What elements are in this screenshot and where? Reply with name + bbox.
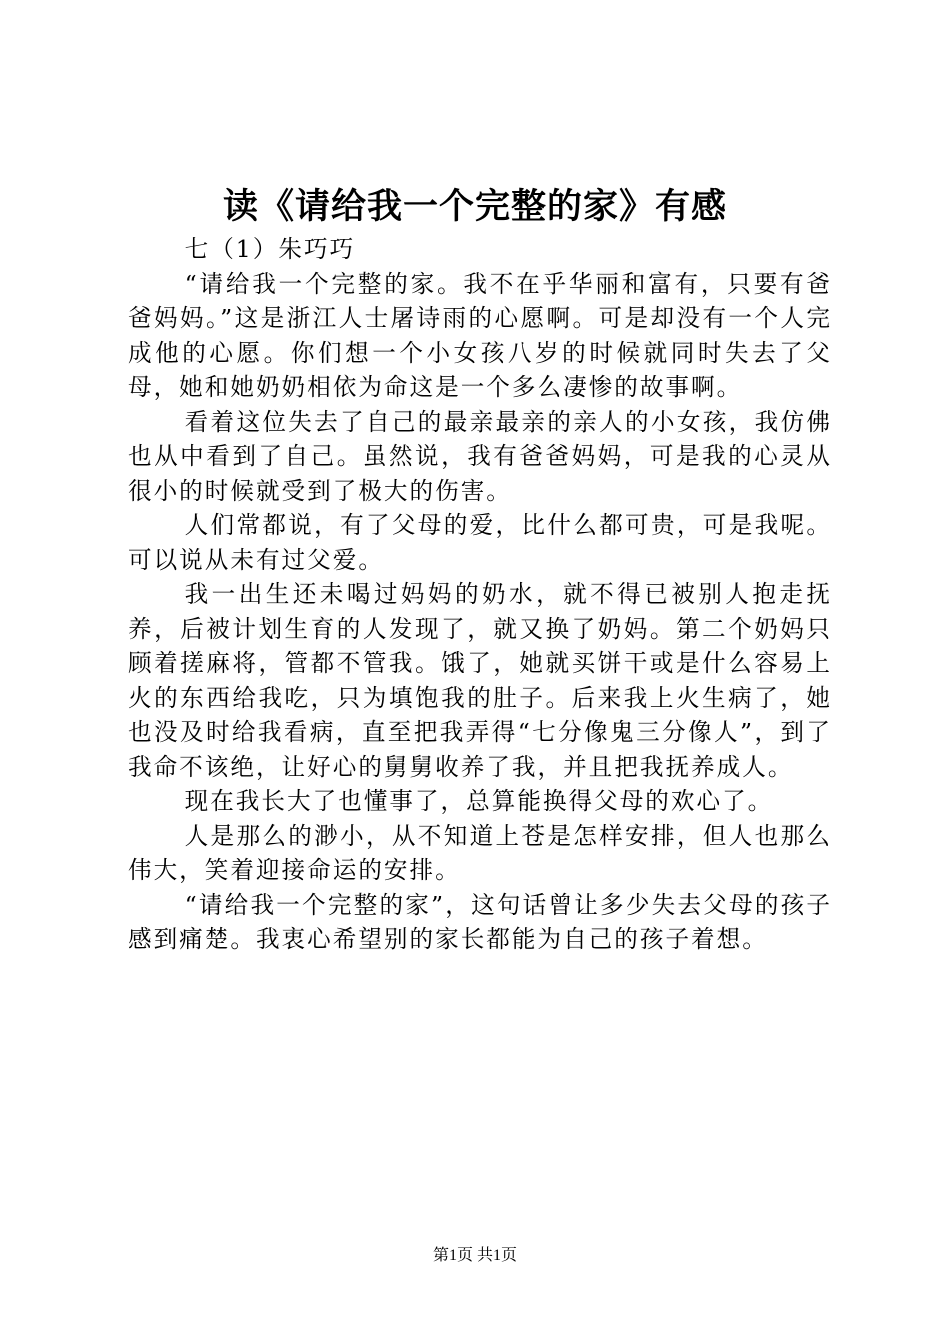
paragraph-7: “请给我一个完整的家”，这句话曾让多少失去父母的孩子感到痛楚。我衷心希望别的家长都能为自己的孩子着想。 bbox=[128, 890, 832, 953]
author-line: 七（1）朱巧巧 bbox=[184, 235, 356, 263]
paragraph-6: 人是那么的渺小，从不知道上苍是怎样安排，但人也那么伟大，笑着迎接命运的安排。 bbox=[128, 821, 832, 884]
paragraph-1: “请给我一个完整的家。我不在乎华丽和富有，只要有爸爸妈妈。”这是浙江人士屠诗雨的心愿啊。可是却没有一个人完成他的心愿。你们想一个小女孩八岁的时候就同时失去了父母，她和她奶奶相依为命这是一个多么凄惨的故事啊。 bbox=[128, 269, 832, 401]
paragraph-5: 现在我长大了也懂事了，总算能换得父母的欢心了。 bbox=[184, 787, 774, 815]
paragraph-3: 人们常都说，有了父母的爱，比什么都可贵，可是我呢。可以说从未有过父爱。 bbox=[128, 511, 832, 574]
paragraph-4: 我一出生还未喝过妈妈的奶水，就不得已被别人抱走抚养，后被计划生育的人发现了，就又换了奶妈。第二个奶妈只顾着搓麻将，管都不管我。饿了，她就买饼干或是什么容易上火的东西给我吃，只为填饱我的肚子。后来我上火生病了，她也没及时给我看病，直至把我弄得“七分像鬼三分像人”，到了我命不该绝，让好心的舅舅收养了我，并且把我抚养成人。 bbox=[128, 580, 832, 781]
paragraph-2: 看着这位失去了自己的最亲最亲的亲人的小女孩，我仿佛也从中看到了自己。虽然说，我有爸爸妈妈，可是我的心灵从很小的时候就受到了极大的伤害。 bbox=[128, 407, 832, 505]
page-footer: 第1页 共1页 bbox=[432, 1247, 517, 1264]
document-title: 读《请给我一个完整的家》有感 bbox=[222, 186, 727, 227]
document-body bbox=[128, 232, 832, 957]
